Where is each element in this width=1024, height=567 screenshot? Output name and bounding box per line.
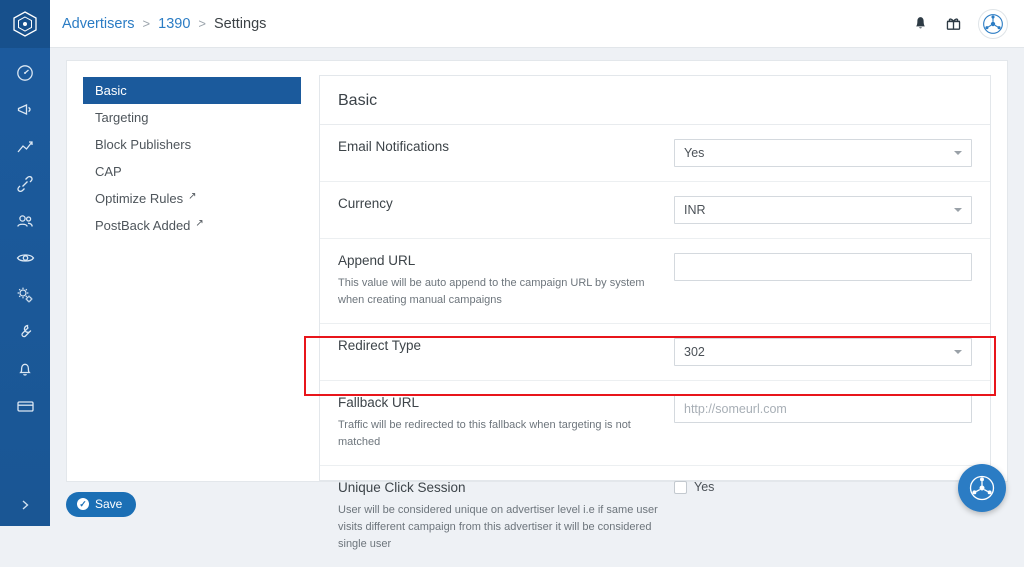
top-bar [50,0,1024,48]
field-label-wrap [338,253,674,309]
nav-item-label: Optimize Rules [95,191,184,206]
field-label-wrap [338,196,674,211]
basic-settings-panel [319,75,991,551]
sidebar-item-monitor[interactable] [0,239,50,276]
sidebar-item-tools[interactable] [0,313,50,350]
field-control-wrap [674,480,972,494]
sidebar-item-dashboard[interactable] [0,54,50,91]
field-control-wrap [674,139,972,167]
field-label-wrap [338,139,674,154]
check-icon: ✓ [77,498,89,510]
fallback-url-input[interactable]: http://someurl.com [674,395,972,423]
external-link-icon: ↗ [188,190,197,202]
gift-icon[interactable] [945,15,962,32]
unique-click-session-checkbox[interactable] [674,480,714,494]
save-button-label: Save [95,497,123,511]
help-network-icon [969,475,995,501]
field-label: Email Notifications [338,139,450,154]
settings-gears-icon [16,286,35,304]
select-value: 302 [684,345,705,360]
field-row-fallback-url [320,381,990,466]
field-row-redirect-type [320,324,990,381]
select-value: Yes [684,146,705,160]
campaign-megaphone-icon [16,101,34,119]
breadcrumb-item-advertiser-id[interactable]: 1390 [158,15,191,32]
nav-item-postback-added[interactable] [83,212,301,239]
app-logo-icon[interactable] [0,0,50,48]
tools-wrench-icon [16,323,34,341]
chevron-down-icon [954,350,962,354]
dashboard-icon [16,64,34,82]
field-label: Unique Click Session [338,480,466,496]
breadcrumb [62,16,266,32]
billing-card-icon [16,397,35,415]
field-row-email-notifications [320,125,990,182]
field-row-currency [320,182,990,239]
breadcrumb-item-advertisers[interactable]: Advertisers [62,15,135,32]
chevron-down-icon [954,208,962,212]
select-value: INR [684,203,706,217]
field-control-wrap [674,395,972,423]
nav-item-cap[interactable] [83,158,301,185]
chevron-right-icon [18,498,32,512]
sidebar-item-billing[interactable] [0,387,50,424]
currency-select[interactable] [674,196,972,224]
field-label: Fallback URL [338,395,420,411]
field-row-unique-click-session [320,466,990,567]
field-label: Redirect Type [338,338,422,354]
field-hint: This value will be auto append to the campaign URL by system when creating manual campaigns [338,277,645,307]
rail-item-list [0,54,50,424]
nav-item-basic[interactable] [83,77,301,104]
field-control-wrap [674,253,972,281]
append-url-input[interactable] [674,253,972,281]
field-label-wrap [338,338,674,353]
field-label: Append URL [338,253,416,268]
help-fab-button[interactable] [958,464,1006,512]
alerts-bell-icon [16,360,34,378]
sidebar-item-users[interactable] [0,202,50,239]
nav-item-targeting[interactable] [83,104,301,131]
sidebar-expand-button[interactable] [0,490,50,520]
sidebar-item-campaigns[interactable] [0,91,50,128]
checkbox-box [674,481,687,494]
nav-item-label: Block Publishers [95,137,192,152]
breadcrumb-separator: > [198,16,206,31]
breadcrumb-item-settings: Settings [213,15,267,32]
field-label-wrap [338,395,674,451]
save-button[interactable] [66,492,136,517]
avatar[interactable] [978,9,1008,39]
nav-item-label: Basic [95,83,127,98]
field-control-wrap [674,196,972,224]
left-sidebar-rail [0,0,50,526]
email-notifications-select[interactable] [674,139,972,167]
settings-nav [83,75,301,481]
top-bar-actions [912,9,1008,39]
sidebar-item-links[interactable] [0,165,50,202]
links-icon [16,175,34,193]
nav-item-optimize-rules[interactable] [83,185,301,212]
nav-item-label: CAP [95,164,122,179]
field-control-wrap [674,338,972,366]
field-row-append-url [320,239,990,324]
users-icon [16,212,34,230]
user-avatar-icon [982,13,1004,35]
field-label: Currency [338,196,393,211]
eye-icon [16,249,35,267]
nav-item-label: Targeting [95,110,149,125]
nav-item-label: PostBack Added [95,218,191,233]
chevron-down-icon [954,151,962,155]
sidebar-item-alerts[interactable] [0,350,50,387]
reports-chart-icon [16,138,34,156]
bell-icon[interactable] [912,15,929,32]
field-label-wrap [338,480,674,553]
sidebar-item-reports[interactable] [0,128,50,165]
redirect-type-select[interactable] [674,338,972,366]
checkbox-label: Yes [694,480,715,495]
breadcrumb-separator: > [142,16,151,31]
panel-title: Basic [320,76,990,125]
external-link-icon: ↗ [195,217,204,229]
field-hint: Traffic will be redirected to this fallback when targeting is not matched [338,419,631,449]
nav-item-block-publishers[interactable] [83,131,301,158]
sidebar-item-settings[interactable] [0,276,50,313]
field-hint: User will be considered unique on advertiser level i.e if same user visits different campaign from this advertiser it will be considered single user [338,504,658,551]
main-area [50,0,1024,551]
